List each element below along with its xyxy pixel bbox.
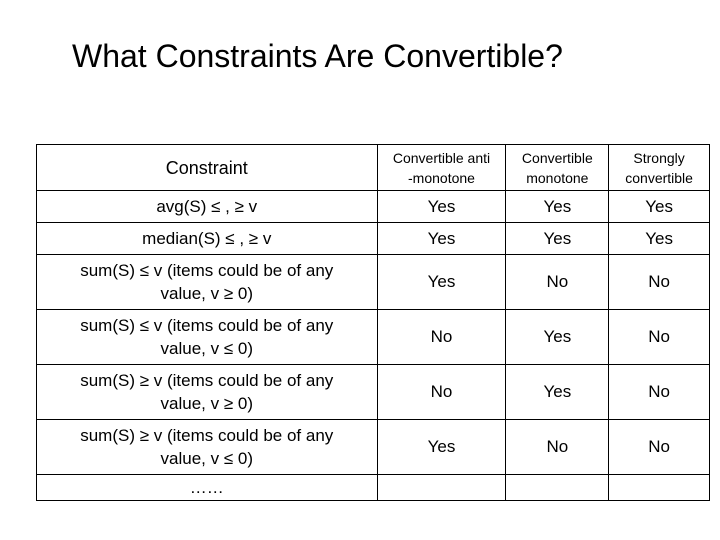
strongly-convertible-cell: No <box>609 420 710 475</box>
header-convertible-monotone: Convertible monotone <box>506 145 609 191</box>
monotone-cell <box>506 475 609 501</box>
strongly-convertible-cell: No <box>609 310 710 365</box>
strongly-convertible-cell <box>609 475 710 501</box>
anti-monotone-cell: Yes <box>377 191 506 223</box>
table-row <box>37 420 710 475</box>
monotone-cell: Yes <box>506 223 609 255</box>
table-row <box>37 475 710 501</box>
strongly-convertible-cell: No <box>609 255 710 310</box>
strongly-convertible-cell: No <box>609 365 710 420</box>
anti-monotone-cell: No <box>377 310 506 365</box>
constraint-cell: sum(S) ≤ v (items could be of any value, v ≥ 0) <box>37 255 378 310</box>
header-convertible-anti-monotone: Convertible anti -monotone <box>377 145 506 191</box>
strongly-convertible-cell: Yes <box>609 223 710 255</box>
header-constraint: Constraint <box>37 145 378 191</box>
monotone-cell: No <box>506 255 609 310</box>
monotone-cell: No <box>506 420 609 475</box>
page-title: What Constraints Are Convertible? <box>72 38 563 74</box>
constraint-cell: avg(S) ≤ , ≥ v <box>37 191 378 223</box>
strongly-convertible-cell: Yes <box>609 191 710 223</box>
monotone-cell: Yes <box>506 365 609 420</box>
constraint-cell: median(S) ≤ , ≥ v <box>37 223 378 255</box>
table-row <box>37 365 710 420</box>
table-row <box>37 310 710 365</box>
constraint-cell-ellipsis: …… <box>37 475 378 501</box>
anti-monotone-cell: Yes <box>377 255 506 310</box>
table-row <box>37 223 710 255</box>
anti-monotone-cell: Yes <box>377 223 506 255</box>
anti-monotone-cell <box>377 475 506 501</box>
table-row <box>37 255 710 310</box>
convertible-constraints-table <box>36 144 710 501</box>
monotone-cell: Yes <box>506 191 609 223</box>
anti-monotone-cell: Yes <box>377 420 506 475</box>
monotone-cell: Yes <box>506 310 609 365</box>
table-header-row <box>37 145 710 191</box>
anti-monotone-cell: No <box>377 365 506 420</box>
header-strongly-convertible: Strongly convertible <box>609 145 710 191</box>
constraint-cell: sum(S) ≥ v (items could be of any value, v ≤ 0) <box>37 420 378 475</box>
table-row <box>37 191 710 223</box>
constraint-cell: sum(S) ≥ v (items could be of any value, v ≥ 0) <box>37 365 378 420</box>
constraint-cell: sum(S) ≤ v (items could be of any value, v ≤ 0) <box>37 310 378 365</box>
